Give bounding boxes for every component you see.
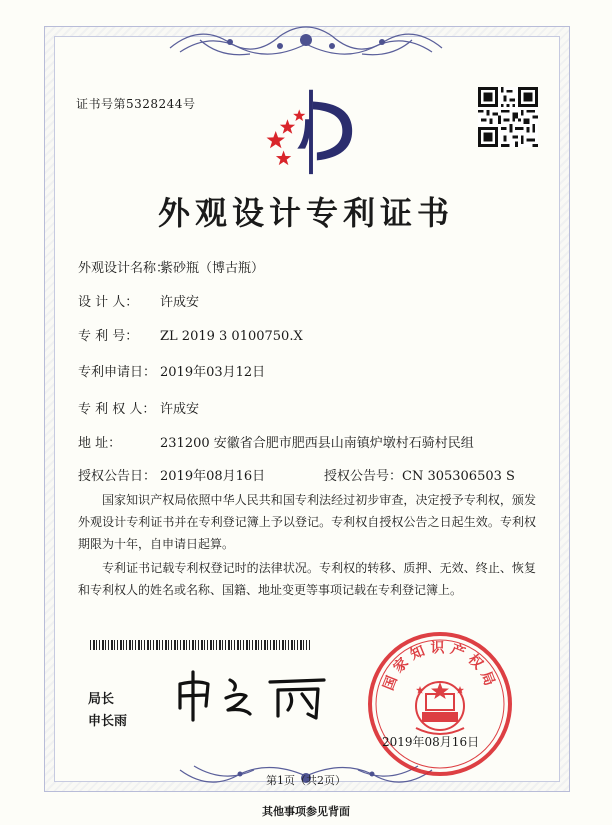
field-value: 紫砂瓶（博古瓶）	[160, 261, 265, 276]
field-application-date	[78, 361, 265, 380]
field-address	[78, 432, 474, 451]
footer-note: 其他事项参见背面	[262, 805, 350, 818]
qr-code	[478, 87, 538, 147]
seal-text: 国家知识产权局	[380, 640, 500, 693]
top-ornament	[160, 18, 452, 70]
director-name: 申长雨	[88, 714, 128, 729]
field-value: ZL 2019 3 0100750.X	[160, 329, 303, 344]
field-label: 专 利 号：	[78, 329, 139, 344]
director-signature	[168, 662, 338, 726]
field-value: 2019年03月12日	[160, 365, 266, 380]
grant-paragraph: 国家知识产权局依照中华人民共和国专利法经过初步审查，决定授予专利权，颁发外观设计专利证书并在专利登记簿上予以登记。专利权自授权公告之日起生效。专利权期限为十年，自申请日起算。	[78, 493, 536, 551]
field-label: 专 利 权 人：	[78, 402, 156, 417]
certificate-number: 证书号第5328244号	[76, 97, 196, 111]
field-announcement	[78, 465, 515, 484]
certificate-title: 外观设计专利证书	[157, 194, 454, 232]
barcode	[90, 640, 310, 650]
field-value: 231200 安徽省合肥市肥西县山南镇炉墩村石骑村民组	[160, 436, 474, 451]
field-label: 地 址：	[78, 436, 122, 451]
field-label: 外观设计名称：	[78, 261, 170, 276]
field-label: 设 计 人：	[78, 295, 139, 310]
field-value: 许成安	[160, 402, 200, 417]
field-patent-number	[78, 325, 303, 344]
announcement-number: 授权公告号：CN 305306503 S	[324, 469, 515, 484]
official-seal	[364, 628, 516, 780]
field-label: 专利申请日：	[78, 365, 157, 380]
page-number: 第1页（共2页）	[266, 774, 346, 787]
field-designer	[78, 291, 199, 310]
seal-date: 2019年08月16日	[382, 735, 480, 749]
field-value: 2019年08月16日	[160, 469, 266, 484]
director-title: 局长	[88, 692, 115, 707]
patent-office-logo	[262, 80, 360, 178]
field-value: 许成安	[160, 295, 200, 310]
field-patentee	[78, 398, 199, 417]
field-design-name	[78, 257, 264, 276]
field-label: 授权公告日：	[78, 469, 157, 484]
legal-status-paragraph: 专利证书记载专利权登记时的法律状况。专利权的转移、质押、无效、终止、恢复和专利权人的姓名或名称、国籍、地址变更等事项记载在专利登记簿上。	[78, 561, 536, 597]
